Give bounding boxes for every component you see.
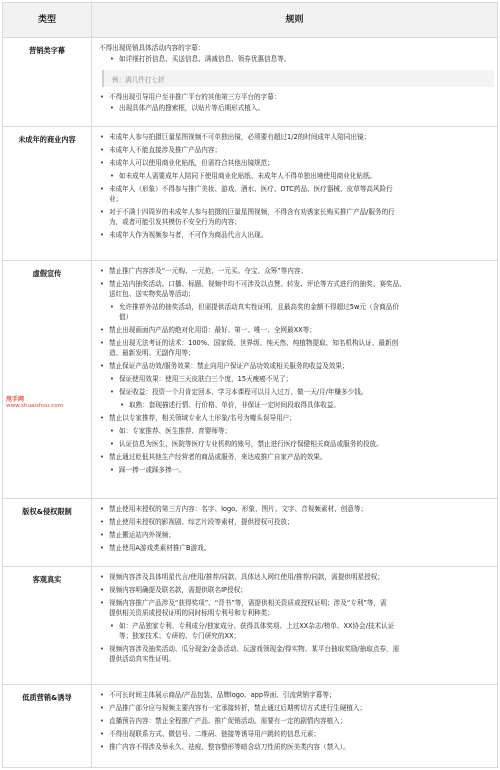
rule-item: • 如：产品独家专利、专利成分/独家成分、获得具体奖项、上过XX杂志/榜单、XX协会/技术认证 xyxy=(110,622,395,630)
rule-item: • 禁止出现无法考证的话术：100%、国家级、世界级、纯天然、纯植物提取、知名机构认证、最新创 xyxy=(100,339,399,347)
rule-item: • 直播预告内容：禁止全程推广产品、推广促销活动。需要有一定的剧情内容植入； xyxy=(100,717,347,725)
rule-item: • 禁止推广内容涉及“一元购、一元抢、一元买、夺宝、众筹”等内容； xyxy=(100,267,308,275)
rule-item: • 不可长时间主体展示商品/产品包装、品牌logo、app界面、引流营销字幕等； xyxy=(100,691,336,699)
rule-item: • 允许推荐外站的抽奖活动，但需提供活动真实性证明，且最高奖的金额不得超过5w元（含商品价 xyxy=(110,303,399,311)
rule-item: • 不得出现联系方式、微信号、二维码、链接等诱导用户跳转的信息元素； xyxy=(100,730,320,738)
rule-item: • 未成年人（形象）不得参与推广美妆、游戏、酒水、医疗、OTC药品、医疗器械、皮草等高风险行 xyxy=(100,185,393,193)
rule-text: 送红包、送实物奖品等活动； xyxy=(109,290,195,298)
rule-item: • 踩一捧一或踩多捧一。 xyxy=(110,466,185,474)
rule-item: • 禁止站内抽奖活动。口播、标题、视频中均不可涉及以点赞、转发、评论等方式进行的抽奖、赛奖品、 xyxy=(100,280,406,288)
rule-item: • 禁止以专家推荐，相关领域专业人士形象/名号为噱头误导用户； xyxy=(100,414,296,422)
category-label: 低质营销&诱导 xyxy=(22,693,72,702)
rule-text: 等；独家技术；专研的、专门研究的XX； xyxy=(119,632,241,640)
example-block xyxy=(102,70,494,87)
table-row xyxy=(3,567,497,685)
rule-item: • 禁止搬运站内外视频； xyxy=(100,531,175,539)
rule-item: • 如未成年人需要成年人陪同下使用商业化贴纸、未成年人不得单独出境使用商业化贴纸。 xyxy=(110,172,377,180)
rule-item: • 视频内容明确提及联名款，需提供联名IP授权； xyxy=(100,586,247,594)
rule-item: • 取熟：套现描述行情、行价格、单价，非保证一定时间段取得具体收益。 xyxy=(120,401,340,409)
rule-item: • 禁止使用A游戏类素材推广B游戏。 xyxy=(100,544,211,552)
rule-item: • 禁止使用未授权的第三方内容：名字、logo、形象、图片、文字、音视频素材、创意等； xyxy=(100,505,368,513)
table-row xyxy=(3,127,497,261)
rule-item: • 推广内容不得涉及举永久、祛痘、整容整形等暗含动刀性质的医美类内容（禁入）。 xyxy=(100,743,350,751)
category-label: 营销类字幕 xyxy=(29,46,65,55)
rule-text: 提供活动真实性证明。 xyxy=(109,655,175,663)
rule-text: 值） xyxy=(119,313,133,321)
rule-item: • 保证收益：投资一个月肯定回本、学习本课程可以月入过万、做一天/月/年赚多少钱。 xyxy=(110,388,368,396)
rule-text: 造、最新发明、无副作用等； xyxy=(109,349,195,357)
table-row xyxy=(3,685,497,767)
table-row xyxy=(3,261,497,499)
rules-table xyxy=(2,2,498,768)
rule-item: • 禁止使用未授权的影视剧、综艺片段等素材，提供授权可投放； xyxy=(100,518,294,526)
rule-item: • 未成年人可以使用商业化贴纸，但需符合其他出镜规范； xyxy=(100,159,274,167)
rule-item: • 不得出现引导用户至非推广平台的其他第三方平台的字幕： xyxy=(100,93,281,101)
rule-item: • 如详细打折信息、买送信息、满减信息、领券优惠信息等。 xyxy=(110,55,291,63)
table-row xyxy=(3,38,497,127)
rule-item: • 未成年人不能直接涉及推广产品内容； xyxy=(100,146,222,154)
category-label: 未成年的商业内容 xyxy=(18,135,76,144)
rule-item: • 产品推广部分应与视频主要内容有一定承接转折，禁止通过后期剪切方式进行生硬植入； xyxy=(100,704,367,712)
rule-item: • 出现具体产品的搜索框，以贴片等后期形式植入。 xyxy=(110,104,265,112)
header-type: 类型 xyxy=(3,3,92,37)
watermark-url: www.shuaishou.com xyxy=(6,403,64,409)
rule-item: • 视频内容涉及具体明星代言/使用/推荐/同款、具体达人网红使用/推荐/同款，需提供明星授权； xyxy=(100,573,384,581)
category-label: 版权&侵权限制 xyxy=(22,507,72,516)
rule-item: • 视频内容推广产品涉及“获得奖项”、“背书”等，需提供相关资质或授权证明；涉及“专利”等，需 xyxy=(100,599,387,607)
rule-item: • 未成年人作为视频参与者，不可作为商品代言人出现。 xyxy=(100,231,268,239)
rule-text: 不得出现促销具体活动内容的字幕： xyxy=(99,44,205,52)
example-text: 例：满几件打七折 xyxy=(112,76,165,84)
rule-text: 为，或者可能引发其模仿不安全行为的内容； xyxy=(109,218,241,226)
watermark-brand: 甩手网 xyxy=(6,396,25,403)
rule-item: • 禁止保证产品功效/服务效果：禁止向用户保证产品功效或相关服务的收益及效果； xyxy=(100,362,349,370)
rule-item: • 认证信息为医生、医院等医疗专业机构的账号，禁止进行医疗保健相关商品或服务的投放。 xyxy=(110,440,383,448)
rule-item: • 视频内容涉及抽奖活动、瓜分现金/金条活动、玩游戏领现金/得实物、某平台抽取奖励/抽取点券，需 xyxy=(100,645,400,653)
rule-text: 提供相关资质或授权证明的同时标明专利号和专利种类； xyxy=(109,609,274,617)
rule-item: • 对于不满十四周岁的未成年人参与拍摄的巨量星图视频，不得含有劝诱家长购买推广产品/服务的行 xyxy=(100,208,395,216)
rule-item: • 如：专家推荐、医生推荐、育婴师等； xyxy=(110,427,232,435)
table-row xyxy=(3,499,497,567)
rule-item: • 未成年人参与拍摄巨量星图视频不可单独出镜，必须要有超过1/2的时间成年人陪同出镜； xyxy=(100,133,371,141)
rule-item: • 保证使用效果：使用三天皮肤白三个度，15天瘦癌不见了； xyxy=(110,375,293,383)
table-header xyxy=(3,3,497,38)
category-label: 客观真实 xyxy=(32,575,62,584)
header-rules: 规则 xyxy=(285,15,304,25)
rule-text: 业； xyxy=(109,195,123,203)
rule-item: • 禁止通过贬低其他生产经营者的商品或服务，来达成推广自家产品的效果。 xyxy=(100,453,327,461)
rule-item: • 禁止出现画面内产品的绝对化用语：最好、第一、唯一、全网最XX等； xyxy=(100,326,316,334)
category-label: 虚假宣传 xyxy=(32,269,62,278)
